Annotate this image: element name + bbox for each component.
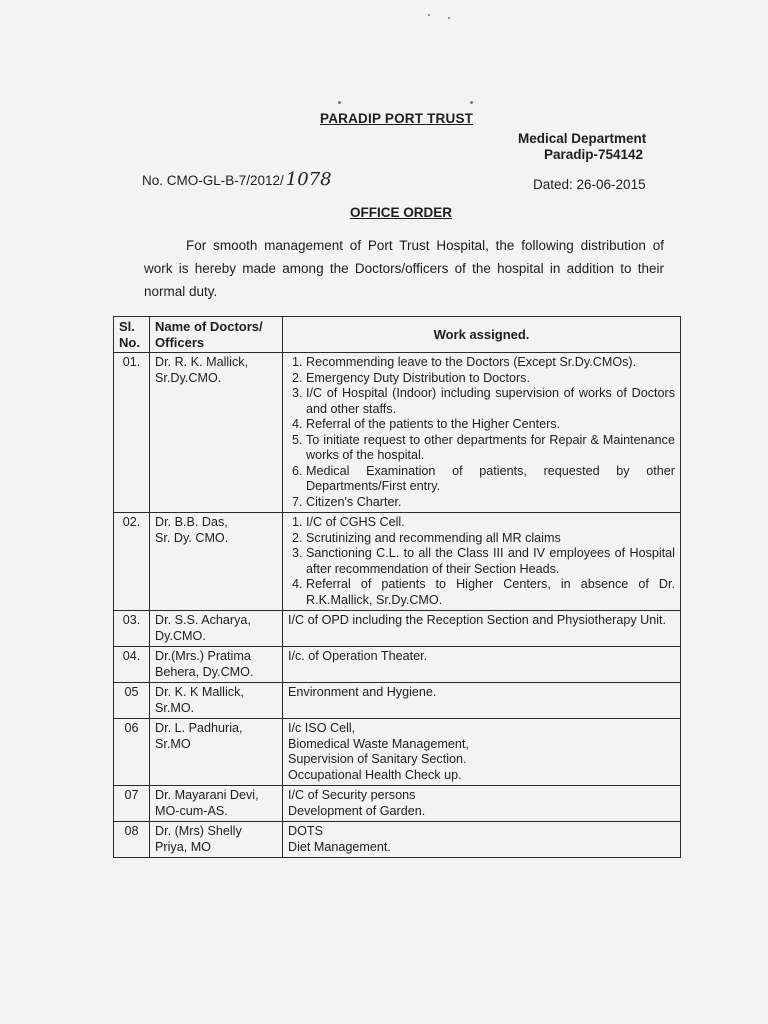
task-item: 2. Emergency Duty Distribution to Doctors. bbox=[306, 371, 675, 387]
row-work-assigned bbox=[283, 786, 681, 822]
work-distribution-table bbox=[113, 316, 681, 858]
scan-speck bbox=[448, 17, 450, 19]
task-item: 6. Medical Examination of patients, requested by other Departments/First entry. bbox=[306, 464, 675, 495]
table-row bbox=[114, 786, 681, 822]
task-item: 2. Scrutinizing and recommending all MR claims bbox=[306, 531, 675, 547]
task-line: Biomedical Waste Management, bbox=[288, 736, 469, 751]
reference-prefix: No. CMO-GL-B-7/2012/ bbox=[142, 173, 284, 188]
row-work-assigned bbox=[283, 719, 681, 786]
task-item: 4. Referral of patients to Higher Centers, in absence of Dr. R.K.Mallick, Sr.Dy.CMO. bbox=[306, 577, 675, 608]
task-line: I/c. of Operation Theater. bbox=[288, 649, 428, 663]
officer-name-line: Sr.MO bbox=[155, 736, 191, 751]
officer-name-line: Dr. K. K Mallick, bbox=[155, 685, 244, 699]
row-officer-name bbox=[150, 683, 283, 719]
table-row bbox=[114, 513, 681, 611]
row-sl-no: 02. bbox=[114, 513, 150, 611]
officer-name-line: Behera, Dy.CMO. bbox=[155, 664, 254, 679]
task-item: 3. I/C of Hospital (Indoor) including supervision of works of Doctors and other staffs. bbox=[306, 386, 675, 417]
organization-heading: PARADIP PORT TRUST bbox=[320, 111, 474, 126]
row-work-assigned bbox=[283, 513, 681, 611]
handwritten-number: 1078 bbox=[285, 169, 332, 190]
reference-number bbox=[142, 169, 332, 190]
scan-speck bbox=[470, 101, 473, 104]
table-row bbox=[114, 353, 681, 513]
task-list bbox=[288, 515, 675, 608]
officer-name-line: Dr. Mayarani Devi, bbox=[155, 788, 259, 802]
task-line: I/C of Security persons bbox=[288, 788, 416, 802]
row-officer-name bbox=[150, 822, 283, 858]
header-sl-no: Sl. No. bbox=[114, 317, 150, 353]
row-work-assigned bbox=[283, 611, 681, 647]
table-body bbox=[114, 353, 681, 858]
row-work-assigned bbox=[283, 647, 681, 683]
table-header-row bbox=[114, 317, 681, 353]
table-row bbox=[114, 683, 681, 719]
row-sl-no: 04. bbox=[114, 647, 150, 683]
task-line: I/C of OPD including the Reception Section and Physiotherapy Unit. bbox=[288, 613, 667, 627]
task-line: Supervision of Sanitary Section. bbox=[288, 752, 467, 766]
task-item: 1. Recommending leave to the Doctors (Except Sr.Dy.CMOs). bbox=[306, 355, 675, 371]
row-officer-name bbox=[150, 611, 283, 647]
task-line: Diet Management. bbox=[288, 839, 391, 854]
row-officer-name bbox=[150, 719, 283, 786]
row-sl-no: 06 bbox=[114, 719, 150, 786]
officer-name-line: Priya, MO bbox=[155, 839, 211, 854]
task-list bbox=[288, 355, 675, 510]
officer-name-line: Sr.Dy.CMO. bbox=[155, 370, 222, 385]
table-row bbox=[114, 647, 681, 683]
header-name: Name of Doctors/ Officers bbox=[150, 317, 283, 353]
officer-name-line: Dr. (Mrs) Shelly bbox=[155, 824, 242, 838]
row-officer-name bbox=[150, 786, 283, 822]
officer-name-line: Dr. R. K. Mallick, bbox=[155, 355, 249, 369]
row-sl-no: 07 bbox=[114, 786, 150, 822]
department-address: Paradip-754142 bbox=[544, 147, 644, 162]
department-name: Medical Department bbox=[518, 131, 647, 146]
task-line: Environment and Hygiene. bbox=[288, 685, 437, 699]
intro-text: For smooth management of Port Trust Hospital, the following distribution of work is hereby made among the Doctors/officers of the hospital in addition to their normal duty. bbox=[144, 238, 664, 299]
officer-name-line: Dr. S.S. Acharya, bbox=[155, 613, 251, 627]
table-row bbox=[114, 822, 681, 858]
officer-name-line: Sr. Dy. CMO. bbox=[155, 530, 229, 545]
row-work-assigned bbox=[283, 683, 681, 719]
task-line: Development of Garden. bbox=[288, 803, 426, 818]
row-sl-no: 01. bbox=[114, 353, 150, 513]
officer-name-line: Sr.MO. bbox=[155, 700, 195, 715]
row-officer-name bbox=[150, 353, 283, 513]
header-work: Work assigned. bbox=[283, 317, 681, 353]
task-line: I/c ISO Cell, bbox=[288, 721, 356, 735]
document-title: OFFICE ORDER bbox=[350, 205, 453, 220]
officer-name-line: Dy.CMO. bbox=[155, 628, 206, 643]
row-work-assigned bbox=[283, 353, 681, 513]
task-item: 5. To initiate request to other departments for Repair & Maintenance works of the hospital. bbox=[306, 433, 675, 464]
task-item: 3. Sanctioning C.L. to all the Class III and IV employees of Hospital after recommendation of their Section Heads. bbox=[306, 546, 675, 577]
officer-name-line: Dr.(Mrs.) Pratima bbox=[155, 649, 251, 663]
task-item: 7. Citizen's Charter. bbox=[306, 495, 675, 511]
task-item: 4. Referral of the patients to the Higher Centers. bbox=[306, 417, 675, 433]
officer-name-line: Dr. L. Padhuria, bbox=[155, 721, 243, 735]
task-line: DOTS bbox=[288, 824, 323, 838]
task-line: Occupational Health Check up. bbox=[288, 767, 462, 782]
row-sl-no: 03. bbox=[114, 611, 150, 647]
department-block bbox=[518, 131, 646, 163]
row-officer-name bbox=[150, 513, 283, 611]
row-work-assigned bbox=[283, 822, 681, 858]
intro-paragraph bbox=[144, 234, 664, 303]
scan-speck bbox=[428, 14, 430, 16]
scan-speck bbox=[338, 101, 341, 104]
officer-name-line: MO-cum-AS. bbox=[155, 803, 228, 818]
table-row bbox=[114, 719, 681, 786]
row-sl-no: 08 bbox=[114, 822, 150, 858]
date-line: Dated: 26-06-2015 bbox=[533, 177, 646, 192]
row-officer-name bbox=[150, 647, 283, 683]
officer-name-line: Dr. B.B. Das, bbox=[155, 515, 228, 529]
table-row bbox=[114, 611, 681, 647]
task-item: 1. I/C of CGHS Cell. bbox=[306, 515, 675, 531]
row-sl-no: 05 bbox=[114, 683, 150, 719]
